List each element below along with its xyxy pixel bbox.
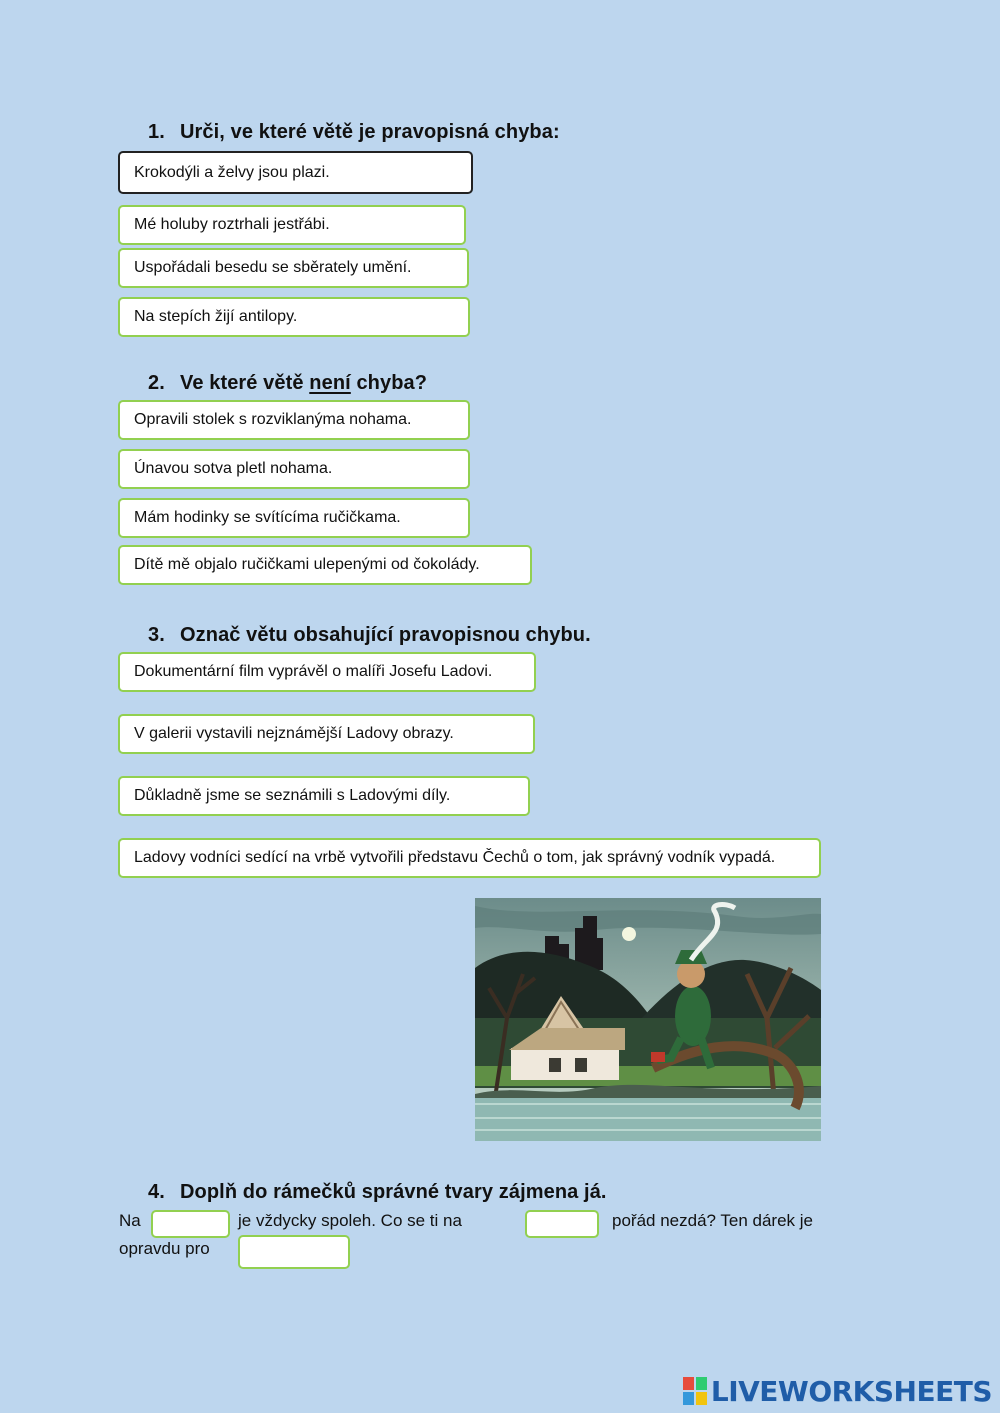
q3-option-2[interactable]: V galerii vystavili nejznámější Ladovy obrazy. — [118, 714, 535, 754]
q1-option-1[interactable]: Krokodýli a želvy jsou plazi. — [118, 151, 473, 194]
q3-option-3[interactable]: Důkladně jsme se seznámili s Ladovými díly. — [118, 776, 530, 816]
question-text-end: chyba? — [350, 372, 428, 394]
question-number: 4. — [148, 1181, 165, 1203]
blank-input-1[interactable] — [151, 1210, 230, 1238]
q3-option-1[interactable]: Dokumentární film vyprávěl o malíři Josefu Ladovi. — [118, 652, 536, 692]
blank-input-3[interactable] — [238, 1235, 350, 1269]
question-1-title — [148, 121, 560, 144]
logo-text: LIVEWORKSHEETS — [710, 1374, 992, 1408]
water-goblin-illustration — [475, 898, 821, 1141]
q1-option-2[interactable]: Mé holuby roztrhali jestřábi. — [118, 205, 466, 245]
q2-option-2[interactable]: Únavou sotva pletl nohama. — [118, 449, 470, 489]
sentence-part-4: opravdu pro — [119, 1239, 210, 1258]
q3-option-4[interactable]: Ladovy vodníci sedící na vrbě vytvořili představu Čechů o tom, jak správný vodník vypadá. — [118, 838, 821, 878]
sentence-part-1: Na — [119, 1211, 141, 1230]
question-text: Doplň do rámečků správné tvary zájmena já. — [180, 1181, 607, 1203]
blank-input-2[interactable] — [525, 1210, 599, 1238]
q2-option-1[interactable]: Opravili stolek s rozviklanýma nohama. — [118, 400, 470, 440]
q2-option-4[interactable]: Dítě mě objalo ručičkami ulepenými od čokolády. — [118, 545, 532, 585]
sentence-part-2: je vždycky spoleh. Co se ti na — [238, 1211, 462, 1230]
underlined-word: není — [309, 372, 351, 394]
question-text: Označ větu obsahující pravopisnou chybu. — [180, 624, 591, 646]
question-number: 3. — [148, 624, 165, 646]
sentence-part-3: pořád nezdá? Ten dárek je — [612, 1211, 814, 1230]
question-number: 2. — [148, 372, 165, 394]
question-text: Urči, ve které větě je pravopisná chyba: — [180, 121, 560, 143]
question-number: 1. — [148, 121, 165, 143]
liveworksheets-logo — [683, 1373, 992, 1409]
q2-option-3[interactable]: Mám hodinky se svítícíma ručičkama. — [118, 498, 470, 538]
question-2-title — [148, 372, 427, 395]
q1-option-3[interactable]: Uspořádali besedu se sběrately umění. — [118, 248, 469, 288]
question-4-title — [148, 1181, 607, 1204]
liveworksheets-icon — [683, 1377, 707, 1405]
q1-option-4[interactable]: Na stepích žijí antilopy. — [118, 297, 470, 337]
question-3-title — [148, 624, 591, 647]
question-text: Ve které větě — [180, 372, 310, 394]
